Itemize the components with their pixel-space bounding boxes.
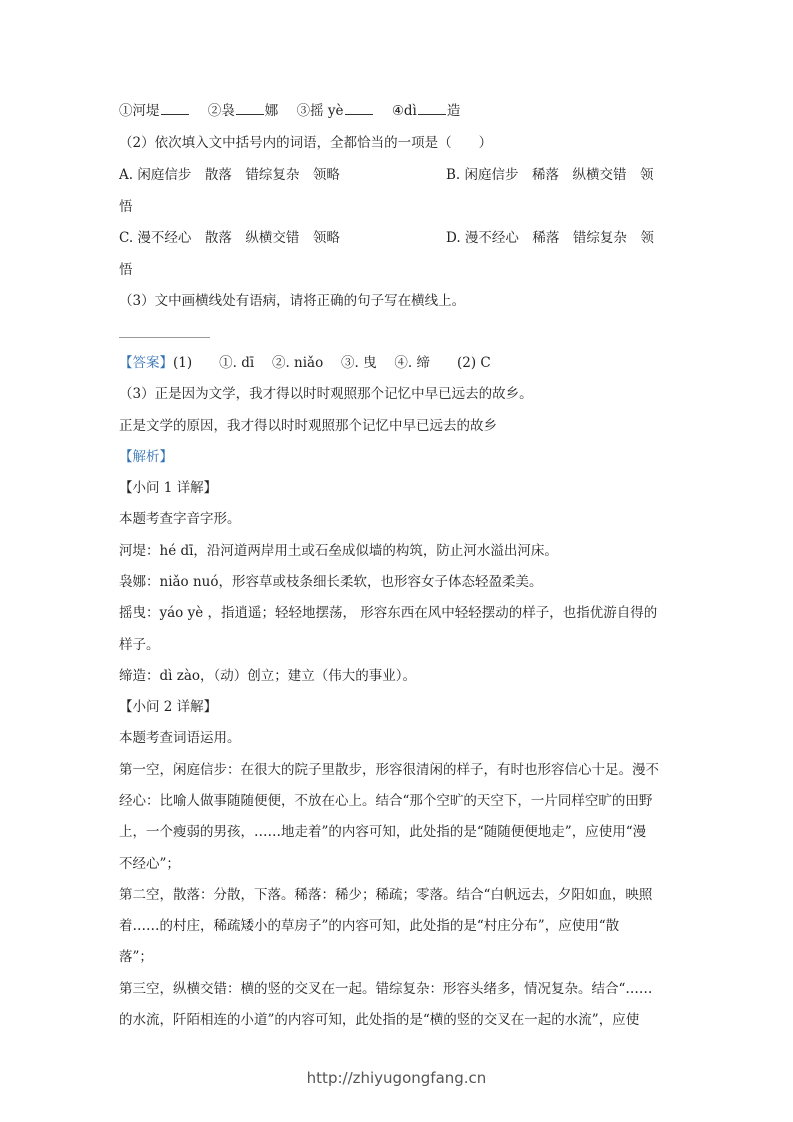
analysis-p8c: 落”； (119, 949, 153, 965)
option-a: A. 闲庭信步 散落 错综复杂 领略 (119, 167, 340, 183)
answer-line (119, 354, 679, 372)
analysis-p7c: 上，一个瘦弱的男孩，……地走着”的内容可知，此处指的是“随随便便地走”，应使用“漫 (119, 824, 647, 840)
blank (345, 100, 373, 115)
question-1-line (119, 100, 679, 120)
blank (418, 100, 446, 115)
item-4b: 造 (446, 103, 461, 119)
option-d: D. 漫不经心 稀落 错综复杂 领 (446, 230, 654, 246)
answer-label: 【答案】 (119, 355, 173, 371)
option-row-cd (119, 229, 679, 247)
analysis-p6: 本题考查词语运用。 (119, 730, 241, 746)
analysis-p8b: 着……的村庄，稀疏矮小的草房子”的内容可知，此处指的是“村庄分布”，应使用“散 (119, 918, 620, 934)
subquestion-2-heading: 【小问 2 详解】 (119, 699, 218, 715)
footer-url: http://zhiyugongfang.cn (306, 1069, 487, 1087)
analysis-p8a: 第二空，散落：分散，下落。稀落：稀少；稀疏；零落。结合“白帆远去，夕阳如血，映照 (119, 887, 653, 903)
analysis-p5: 缔造：dì zào，（动）创立；建立（伟大的事业）。 (119, 668, 417, 684)
analysis-p9a: 第三空，纵横交错：横的竖的交叉在一起。错综复杂：形容头绪多，情况复杂。结合“…… (119, 981, 653, 997)
option-b: B. 闲庭信步 稀落 纵横交错 领 (446, 167, 654, 183)
blank (236, 100, 264, 115)
analysis-p4a: 摇曳：yáo yè ，指逍遥；轻轻地摆荡， 形容东西在风中轻轻摆动的样子，也指优游自得的 (119, 605, 658, 621)
item-3: ③摇 yè (296, 103, 344, 119)
option-b-wrap: 悟 (119, 199, 133, 215)
analysis-p7a: 第一空，闲庭信步：在很大的院子里散步，形容很清闲的样子，有时也形容信心十足。漫不 (119, 762, 659, 778)
item-4a: ④dì (391, 103, 417, 119)
option-d-wrap: 悟 (119, 262, 133, 278)
item-2a: ②袅 (207, 103, 235, 119)
option-c: C. 漫不经心 散落 纵横交错 领略 (119, 230, 340, 246)
subquestion-1-heading: 【小问 1 详解】 (119, 480, 218, 496)
analysis-p9b: 的水流，阡陌相连的小道”的内容可知，此处指的是“横的竖的交叉在一起的水流”，应使 (119, 1012, 640, 1028)
answer-divider (119, 337, 210, 338)
question-2-stem: （2）依次填入文中括号内的词语，全都恰当的一项是（ ） (119, 135, 493, 151)
analysis-p1: 本题考查字音字形。 (119, 511, 241, 527)
blank (161, 100, 189, 115)
analysis-label: 【解析】 (119, 449, 173, 465)
answer-line-2: （3）正是因为文学，我才得以时时观照那个记忆中早已远去的故乡。 (119, 386, 533, 402)
analysis-p7d: 不经心”； (119, 856, 180, 872)
analysis-p3: 袅娜：niǎo nuó，形容草或枝条细长柔软，也形容女子体态轻盈柔美。 (119, 574, 543, 590)
option-row-ab (119, 166, 679, 184)
analysis-p7b: 经心：比喻人做事随随便便，不放在心上。结合“那个空旷的天空下，一片同样空旷的田野 (119, 793, 653, 809)
analysis-p2: 河堤：hé dī，沿河道两岸用土或石垒成似墙的构筑，防止河水溢出河床。 (119, 543, 558, 559)
item-1: ①河堤 (119, 103, 160, 119)
answer-text: (1) ①. dī ②. niǎo ③. 曳 ④. 缔 (2) C (173, 355, 491, 371)
question-3-stem: （3）文中画横线处有语病，请将正确的句子写在横线上。 (119, 293, 466, 309)
answer-line-3: 正是文学的原因，我才得以时时观照那个记忆中早已远去的故乡 (119, 418, 497, 434)
analysis-p4b: 样子。 (119, 637, 160, 653)
item-2b: 娜 (264, 103, 279, 119)
